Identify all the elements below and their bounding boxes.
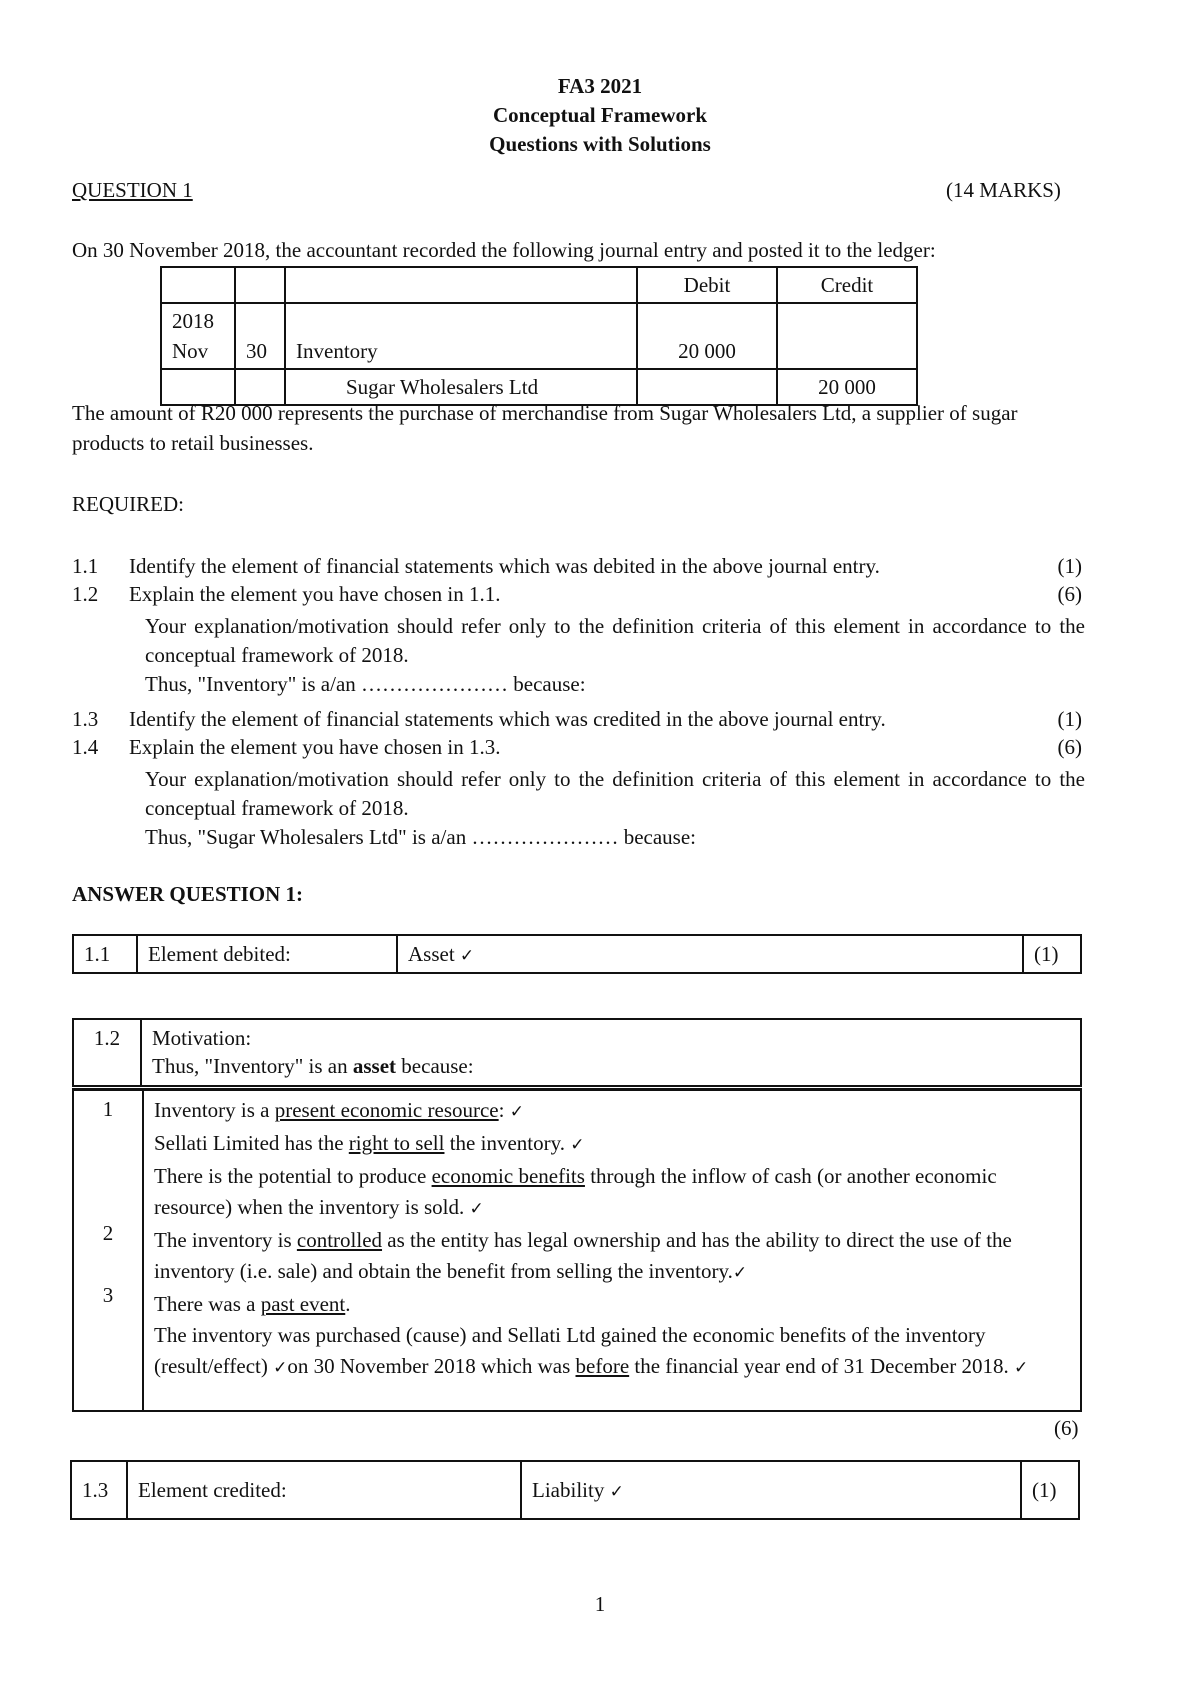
- required-item-1-1: 1.1 Identify the element of financial statements which was debited in the above journal entry. (1): [72, 554, 1082, 578]
- question-intro: On 30 November 2018, the accountant recorded the following journal entry and posted it to the ledger:: [72, 238, 936, 262]
- motivation-point-3: There is the potential to produce economic benefits through the inflow of cash (or another economic resource) when the inventory is sold. ✓: [154, 1164, 997, 1219]
- answer-1-3-label: Element credited:: [127, 1461, 521, 1519]
- motivation-point-1: Inventory is a present economic resource: ✓: [154, 1098, 524, 1122]
- answer-1-3-table: [70, 1460, 1080, 1520]
- title-line-3: Questions with Solutions: [489, 132, 711, 156]
- motivation-num-1: 1: [102, 1097, 114, 1121]
- explain-note-1: Your explanation/motivation should refer only to the definition criteria of this element in accordance to the conceptual framework of 2018. Thus, "Inventory" is a/an ………………… because:: [145, 614, 1085, 696]
- motivation-point-6: The inventory was purchased (cause) and Sellati Ltd gained the economic benefits of the inventory (result/effect) ✓on 30 November 2018 which was before the financial year end of 31 December 2018. ✓: [154, 1323, 1029, 1378]
- journal-debit-row: [161, 303, 917, 369]
- question-marks: (14 MARKS): [946, 178, 1061, 202]
- tick-icon: ✓: [469, 1199, 484, 1219]
- document-title: [0, 72, 1200, 159]
- answer-1-2-mark: (6): [1054, 1416, 1079, 1440]
- page-number: 1: [594, 1592, 606, 1616]
- tick-icon: ✓: [459, 946, 475, 966]
- motivation-num-3: 3: [102, 1283, 114, 1307]
- answer-1-2-label: Motivation:: [152, 1026, 252, 1050]
- title-line-2: Conceptual Framework: [492, 103, 708, 127]
- answer-1-1-value: Asset: [408, 942, 455, 966]
- answer-1-2-header: [72, 1018, 1082, 1087]
- title-line-1: FA3 2021: [557, 74, 643, 98]
- answer-1-2-num: 1.2: [73, 1019, 141, 1086]
- tick-icon: ✓: [1014, 1358, 1029, 1378]
- motivation-point-2: Sellati Limited has the right to sell the inventory. ✓: [154, 1131, 585, 1155]
- answer-1-1-mark: (1): [1023, 935, 1081, 973]
- entry-month: Nov: [172, 339, 209, 363]
- required-item-1-2: 1.2 Explain the element you have chosen in 1.1. (6): [72, 582, 1082, 606]
- tick-icon: ✓: [570, 1135, 585, 1155]
- credit-account: Sugar Wholesalers Ltd: [285, 369, 637, 405]
- answer-1-3-mark: (1): [1021, 1461, 1079, 1519]
- motivation-point-4: The inventory is controlled as the entity has legal ownership and has the ability to direct the use of the inventory (i.e. sale) and obtain the benefit from selling the inventory.✓: [154, 1228, 1012, 1283]
- credit-header: Credit: [777, 267, 917, 303]
- tick-icon: ✓: [273, 1358, 288, 1378]
- required-label: REQUIRED:: [72, 492, 184, 516]
- debit-header: Debit: [637, 267, 777, 303]
- motivation-point-5: There was a past event.: [154, 1292, 351, 1316]
- answer-1-3-value: Liability: [532, 1478, 605, 1502]
- debit-account: Inventory: [285, 303, 637, 369]
- question-title: QUESTION 1: [72, 178, 193, 202]
- tick-icon: ✓: [732, 1263, 748, 1283]
- answer-heading: ANSWER QUESTION 1:: [72, 882, 304, 906]
- answer-1-2-thus: Thus, "Inventory" is an asset because:: [152, 1054, 474, 1079]
- tick-icon: ✓: [609, 1482, 624, 1502]
- tick-icon: ✓: [509, 1102, 524, 1122]
- required-item-1-3: 1.3 Identify the element of financial statements which was credited in the above journal entry. (1): [72, 707, 1082, 731]
- answer-1-1-num: 1.1: [73, 935, 137, 973]
- answer-1-1-table: [72, 934, 1082, 974]
- motivation-num-2: 2: [102, 1221, 114, 1245]
- credit-amount: 20 000: [777, 369, 917, 405]
- journal-entry-table: [160, 266, 918, 406]
- debit-amount: 20 000: [637, 303, 777, 369]
- required-item-1-4: 1.4 Explain the element you have chosen in 1.3. (6): [72, 735, 1082, 759]
- after-table-text: The amount of R20 000 represents the purchase of merchandise from Sugar Wholesalers Ltd, a supplier of sugar products to retail businesses.: [72, 401, 1018, 455]
- motivation-box: [72, 1088, 1082, 1412]
- explain-note-2: Your explanation/motivation should refer only to the definition criteria of this element in accordance to the conceptual framework of 2018. Thus, "Sugar Wholesalers Ltd" is a/an ………………… because:: [145, 767, 1085, 849]
- answer-1-1-label: Element debited:: [137, 935, 397, 973]
- answer-1-3-num: 1.3: [71, 1461, 127, 1519]
- entry-year: 2018: [172, 309, 214, 333]
- motivation-text: [154, 1095, 1074, 1384]
- entry-day: 30: [235, 303, 285, 369]
- journal-header-row: [161, 267, 917, 303]
